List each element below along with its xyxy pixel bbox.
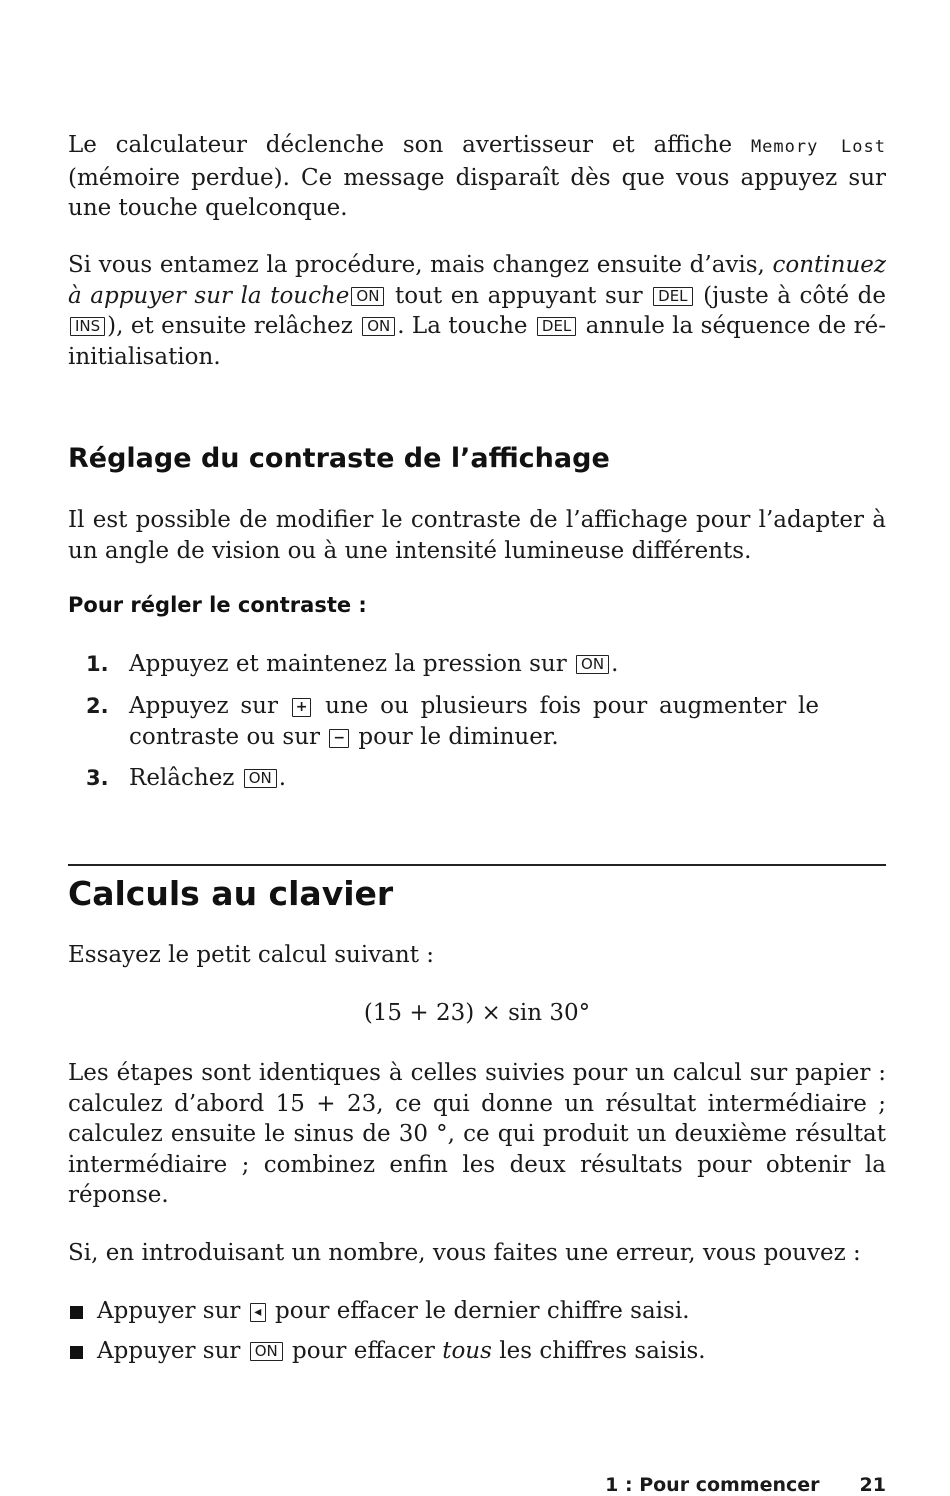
text: Appuyer sur <box>97 1298 248 1324</box>
plus-key: + <box>292 698 312 717</box>
emphasis-text: tous <box>442 1338 492 1364</box>
text: tout en appuyant sur <box>386 282 652 309</box>
paragraph-text: Les étapes sont identiques à celles suivies pour un calcul sur papier : calculez d’abord 15 + 23, ce qui donne un résultat intermédiaire ; calculez ensuite le sinus de 30 °, ce qui produit un deuxième résultat intermédiaire ; combinez enfin les deux résultats pour obtenir la réponse. <box>68 1060 886 1208</box>
step-number: 1. <box>86 652 109 676</box>
section-paragraph-1 <box>68 1058 886 1211</box>
on-key: ON <box>351 287 384 306</box>
text: Relâchez <box>129 765 242 791</box>
chapter-label: 1 : Pour commencer <box>605 1474 820 1496</box>
text: . <box>278 765 287 791</box>
text: pour effacer <box>284 1338 443 1364</box>
text: pour effacer le dernier chiffre saisi. <box>267 1298 690 1324</box>
intro-paragraph-2 <box>68 250 886 372</box>
text: les chiffres saisis. <box>491 1338 706 1364</box>
emphasis-text: continuez à appuyer sur la touche <box>68 252 886 309</box>
section-rule <box>68 864 886 866</box>
backspace-key: ◂ <box>250 1303 266 1322</box>
on-key: ON <box>250 1342 283 1361</box>
on-key: ON <box>244 769 277 788</box>
lcd-message: Memory Lost <box>750 137 886 157</box>
minus-key: − <box>329 729 349 748</box>
text: annule la séquence de ré-initialisation. <box>68 313 886 370</box>
step-number: 2. <box>86 694 109 718</box>
text: (mémoire perdue). Ce message disparaît dès que vous appuyez sur une touche quelconque. <box>68 164 886 221</box>
text: (juste à côté de <box>694 282 886 309</box>
paragraph-text: Si, en introduisant un nombre, vous faites une erreur, vous pouvez : <box>68 1240 861 1266</box>
section-lead <box>68 940 886 971</box>
section-paragraph-2 <box>68 1238 886 1269</box>
text: Le calculateur déclenche son avertisseur et affiche <box>68 132 751 158</box>
on-key: ON <box>576 655 609 674</box>
bullet-square-icon <box>70 1346 83 1359</box>
text: Appuyer sur <box>97 1338 248 1364</box>
lead-text: Essayez le petit calcul suivant : <box>68 942 435 968</box>
contrast-subheading: Pour régler le contraste : <box>68 593 367 617</box>
text: Appuyez sur <box>129 693 290 719</box>
text: . <box>611 651 619 677</box>
contrast-body: Il est possible de modifier le contraste de l’affichage pour l’adapter à un angle de vision ou à une intensité lumineuse différents. <box>68 507 886 564</box>
text: ), et ensuite relâchez <box>107 313 361 339</box>
del-key: DEL <box>537 317 576 336</box>
contrast-paragraph <box>68 505 886 566</box>
bullet-square-icon <box>70 1306 83 1319</box>
contrast-heading: Réglage du contraste de l’affichage <box>68 443 610 474</box>
on-key: ON <box>362 317 395 336</box>
text: Si vous entamez la procédure, mais changez ensuite d’avis, <box>68 252 773 278</box>
section-title: Calculs au clavier <box>68 874 394 913</box>
page-number: 21 <box>859 1474 886 1496</box>
step-number: 3. <box>86 766 109 790</box>
del-key: DEL <box>653 287 692 306</box>
text: . La touche <box>397 313 535 339</box>
intro-paragraph-1 <box>68 130 886 224</box>
ins-key: INS <box>70 317 105 336</box>
text: une ou plusieurs fois pour augmenter le contraste ou sur <box>129 693 820 750</box>
formula: (15 + 23) × sin 30° <box>363 1000 591 1026</box>
text: pour le diminuer. <box>351 724 559 750</box>
text: Appuyez et maintenez la pression sur <box>129 651 575 677</box>
